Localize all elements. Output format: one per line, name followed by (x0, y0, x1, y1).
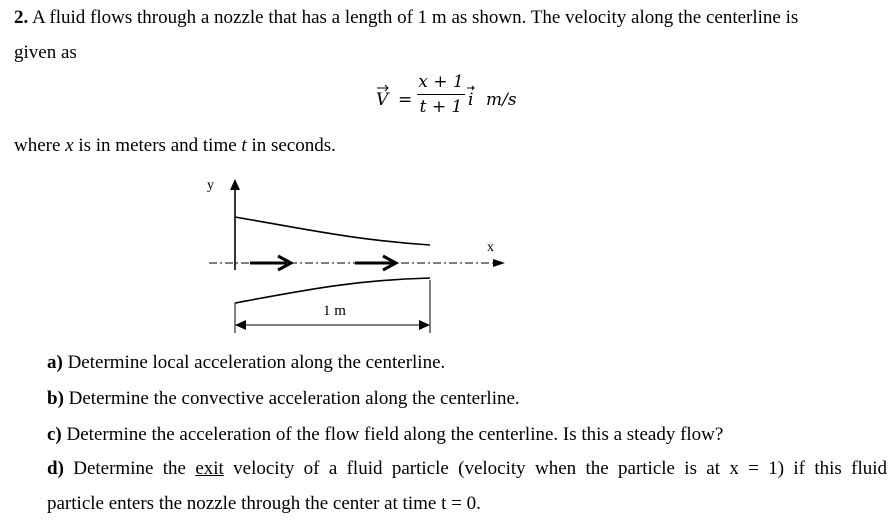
question-a-letter: a) (47, 352, 63, 373)
dimension-arrowhead-right (419, 320, 430, 330)
where-mid: is in meters and time (73, 135, 242, 156)
vector-arrow-icon (376, 84, 390, 92)
question-c-text: Determine the acceleration of the flow field along the centerline. Is this a steady flow? (61, 424, 724, 445)
unit-vector-i (468, 90, 473, 110)
fraction-denominator: t + 1 (419, 97, 463, 117)
question-d-letter: d) (47, 458, 64, 479)
question-b-text: Determine the convective acceleration along the centerline. (63, 388, 520, 409)
where-x: x (65, 135, 74, 156)
problem-intro-text: A fluid flows through a nozzle that has a length of 1 m as shown. The velocity along the centerline is (31, 7, 799, 28)
problem-intro-line1 (14, 7, 798, 29)
length-label: 1 m (323, 303, 346, 319)
question-d-text-after: velocity of a fluid particle (velocity when the particle is at x = 1) if this fluid (223, 458, 887, 479)
where-suffix: in seconds. (246, 135, 336, 156)
nozzle-diagram (195, 175, 515, 340)
y-axis-label: y (207, 178, 214, 193)
velocity-vector (376, 90, 388, 110)
problem-number: 2. (14, 7, 29, 28)
velocity-equation (372, 72, 572, 132)
velocity-symbol: V (376, 90, 389, 110)
where-line (14, 135, 336, 157)
question-d-line2 (47, 493, 481, 515)
where-t: t (241, 135, 247, 156)
x-axis-arrowhead (493, 259, 505, 267)
unit-vector-arrow-icon (466, 84, 476, 92)
x-axis-label: x (487, 240, 494, 255)
problem-intro-line2 (14, 42, 77, 64)
question-b (47, 388, 520, 410)
question-b-letter: b) (47, 388, 64, 409)
question-a-text: Determine local acceleration along the centerline. (62, 352, 446, 373)
question-d (47, 458, 887, 480)
velocity-fraction (417, 72, 465, 117)
problem-intro-text2: given as (14, 42, 77, 63)
question-d-text-line2: particle enters the nozzle through the center at time t = 0. (47, 493, 481, 514)
unit-vector-symbol: i (468, 90, 474, 110)
nozzle-lower-wall (235, 278, 430, 303)
where-prefix: where (14, 135, 66, 156)
fraction-numerator: x + 1 (418, 72, 464, 92)
equals-sign: = (398, 90, 413, 110)
units-label: m/s (486, 90, 517, 110)
fraction-bar (417, 94, 465, 95)
question-d-underlined: exit (195, 458, 224, 479)
question-d-text-before: Determine the (63, 458, 196, 479)
question-c (47, 424, 723, 446)
question-c-letter: c) (47, 424, 62, 445)
dimension-arrowhead-left (235, 320, 246, 330)
y-axis-arrowhead (230, 179, 240, 190)
question-a (47, 352, 445, 374)
nozzle-upper-wall (235, 217, 430, 245)
